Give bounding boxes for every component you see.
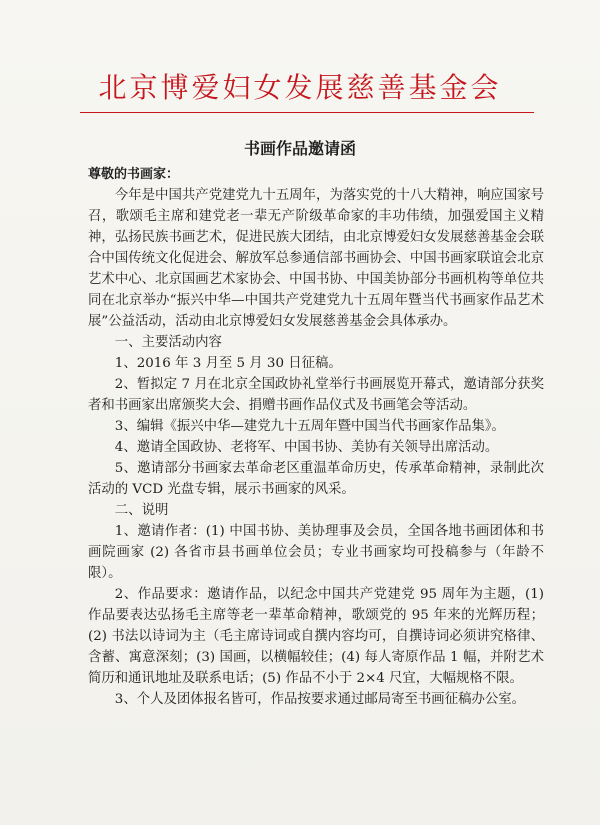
list-item: 1、邀请作者：(1) 中国书协、美协理事及会员，全国各地书画团体和书画院画家 (2) 各省市县书画单位会员；专业书画家均可投稿参与（年龄不限）。	[88, 524, 544, 581]
list-item: 5、邀请部分书画家去革命老区重温革命历史，传承革命精神，录制此次活动的 VCD 光盘专辑，展示书画家的风采。	[88, 461, 544, 497]
letter-body	[88, 164, 544, 710]
section-heading: 二、说明	[114, 503, 169, 518]
document-title: 书画作品邀请函	[243, 139, 356, 158]
list-item: 4、邀请全国政协、老将军、中国书协、美协有关领导出席活动。	[114, 440, 499, 455]
section-heading: 一、主要活动内容	[114, 335, 222, 350]
intro-paragraph: 今年是中国共产党建党九十五周年，为落实党的十八大精神，响应国家号召，歌颂毛主席和建党老一辈无产阶级革命家的丰功伟绩，加强爱国主义精神，弘扬民族书画艺术，促进民族大团结，由北京博爱妇女发展慈善基金会联合中国传统文化促进会、解放军总参通信部书画协会、中国书画家联谊会北京艺术中心、北京国画艺术家协会、中国书协、中国美协部分书画机构等单位共同在北京举办“振兴中华—中国共产党建党九十五周年暨当代书画家作品艺术展”公益活动，活动由北京博爱妇女发展慈善基金会具体承办。	[88, 188, 544, 329]
list-item: 2、暂拟定 7 月在北京全国政协礼堂举行书画展览开幕式，邀请部分获奖者和书画家出席颁奖大会、捐赠书画作品仪式及书画笔会等活动。	[88, 377, 544, 413]
list-item: 3、编辑《振兴中华—建党九十五周年暨中国当代书画家作品集》。	[114, 419, 505, 434]
list-item: 2、作品要求：邀请作品，以纪念中国共产党建党 95 周年为主题，(1) 作品要表达弘扬毛主席等老一辈革命精神，歌颂党的 95 年来的光辉历程；(2) 书法以诗词为主（毛主席诗词或自撰内容均可，自撰诗词必须讲究格律、含蓄、寓意深刻；(3) 国画，以横幅较佳；(4) 每人寄原作品 1 幅，并附艺术简历和通讯地址及联系电话；(5) 作品不小于 2×4 尺宜，大幅规格不限。	[88, 587, 544, 686]
salutation: 尊敬的书画家：	[88, 167, 180, 182]
organization-name: 北京博爱妇女发展慈善基金会	[98, 71, 502, 104]
header-divider	[80, 112, 534, 113]
list-item: 1、2016 年 3 月至 5 月 30 日征稿。	[114, 356, 342, 371]
list-item: 3、个人及团体报名皆可，作品按要求通过邮局寄至书画征稿办公室。	[114, 692, 526, 707]
